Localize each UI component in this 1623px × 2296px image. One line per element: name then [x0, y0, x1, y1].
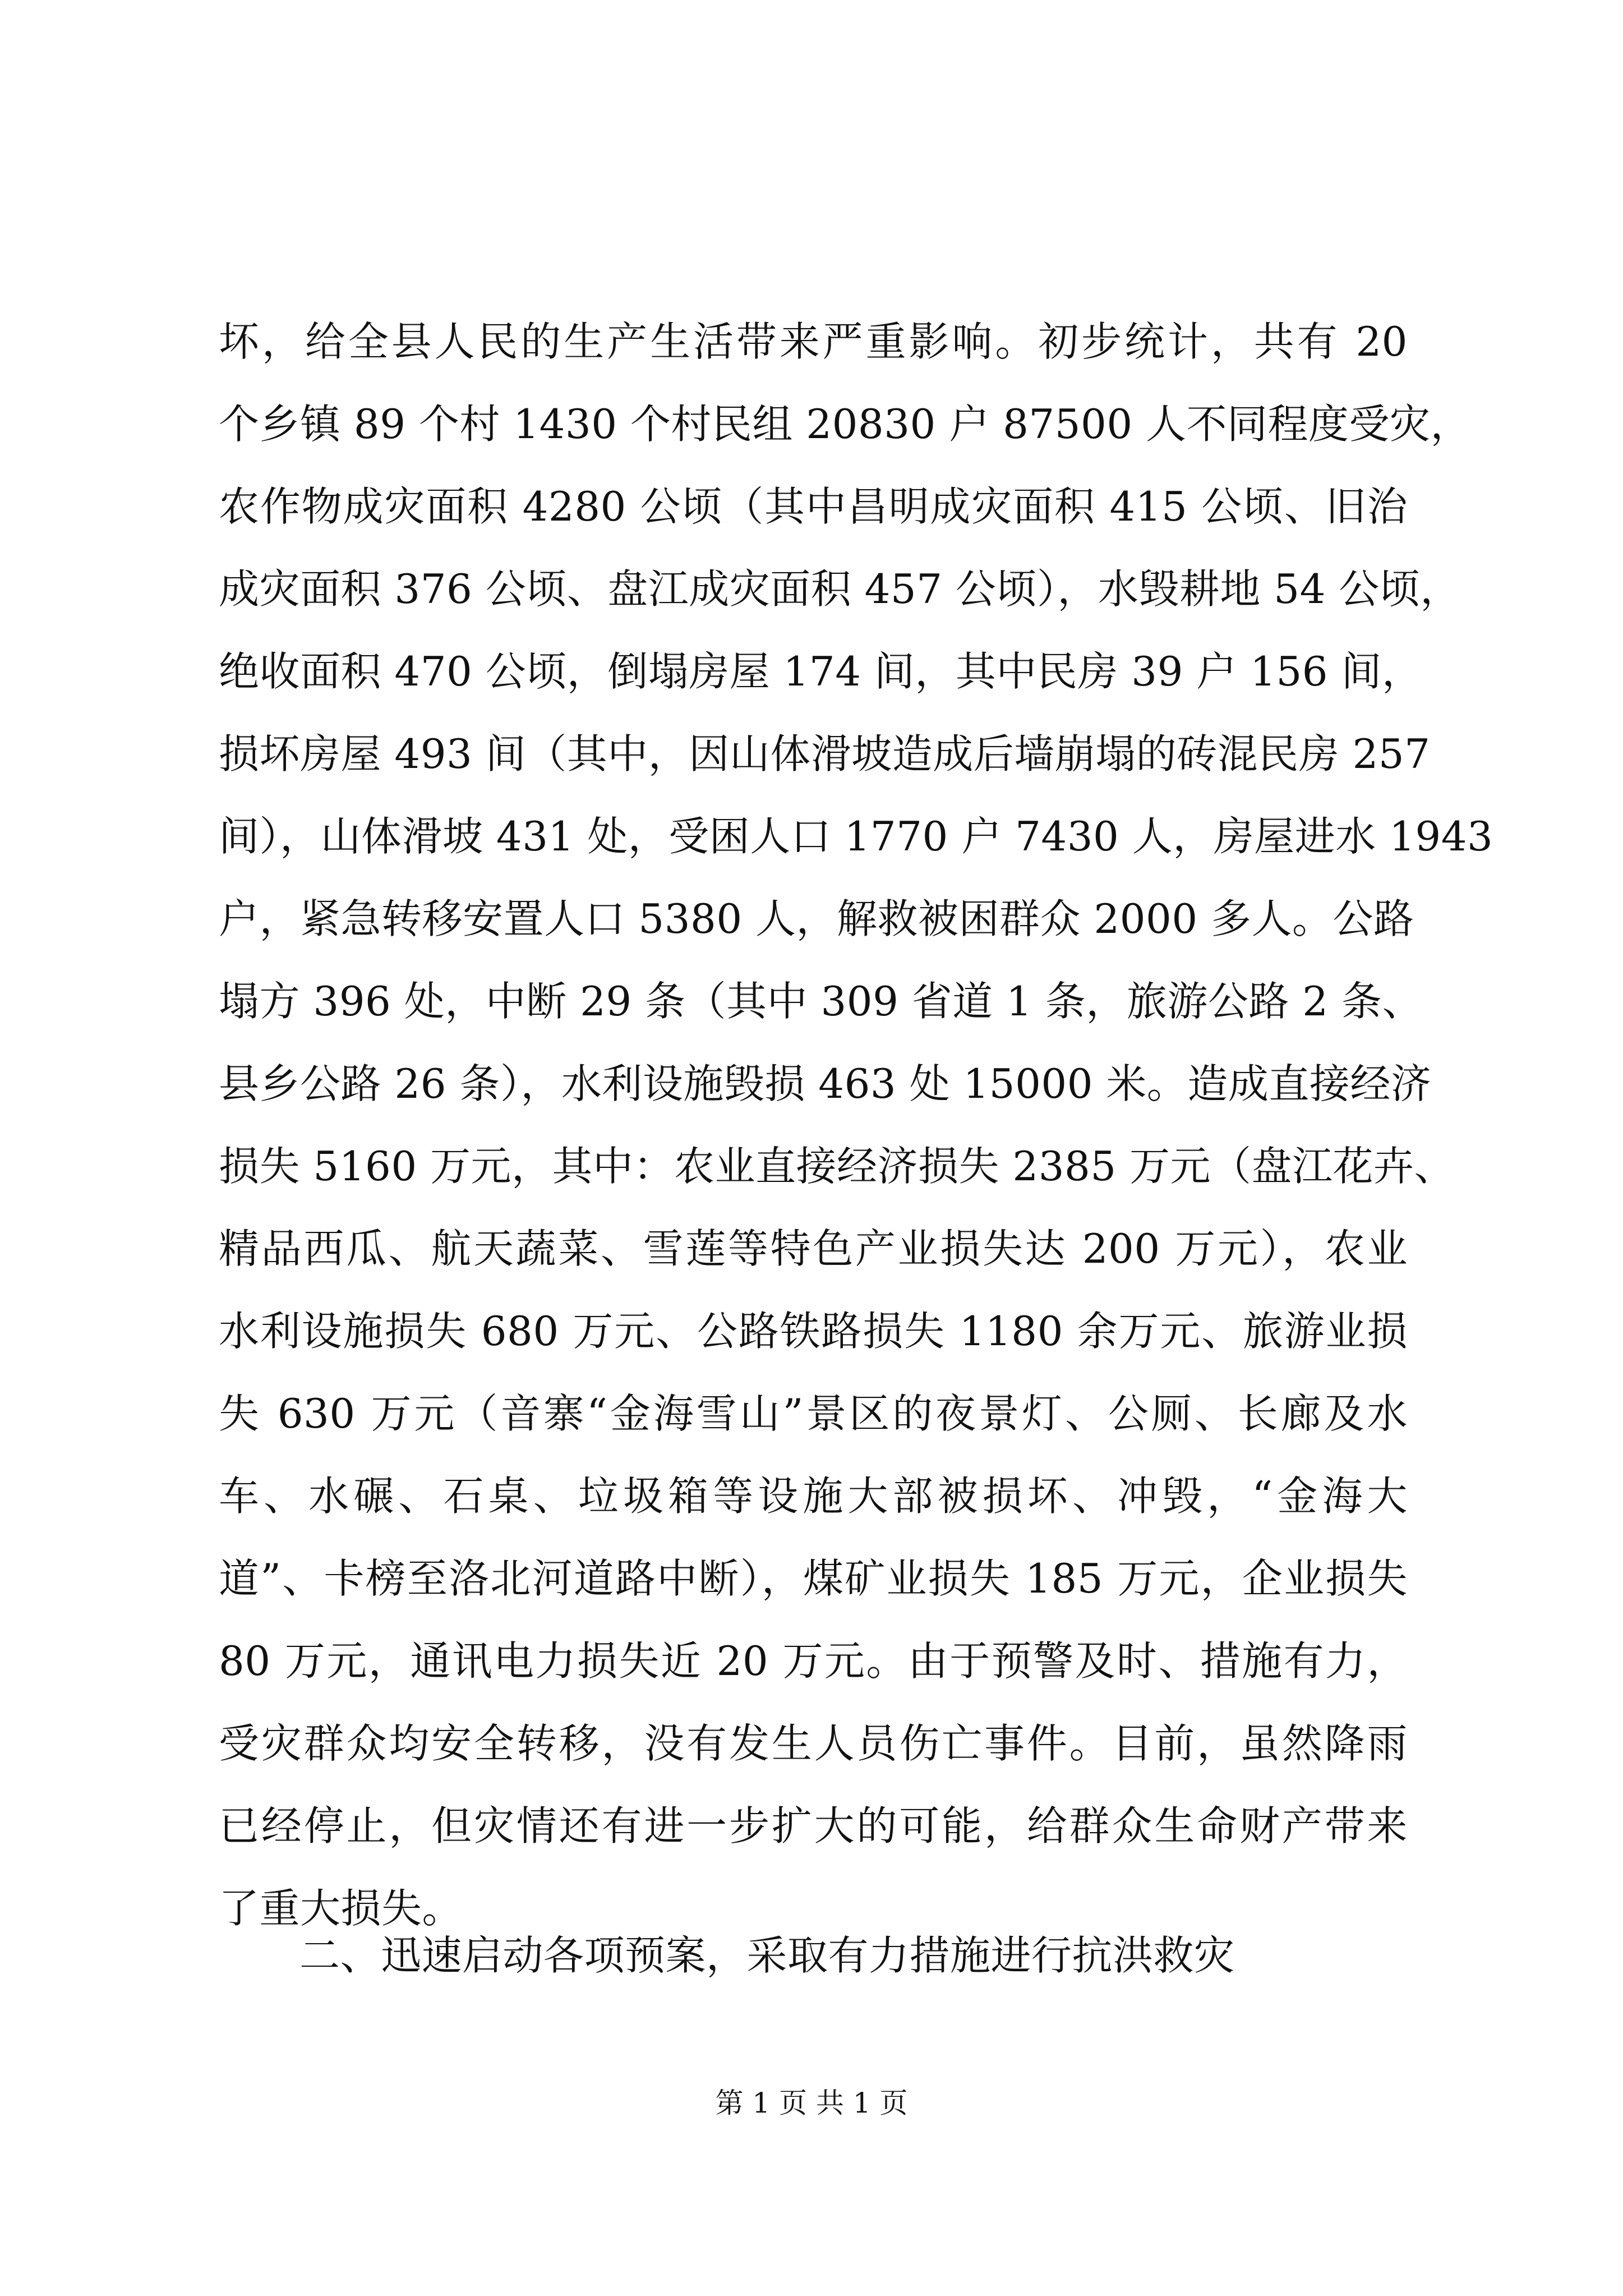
paragraph-line: 80 万元，通讯电力损失近 20 万元。由于预警及时、措施有力，: [219, 1637, 1408, 1685]
paragraph-line: 户，紧急转移安置人口 5380 人，解救被困群众 2000 多人。公路: [219, 895, 1414, 942]
paragraph-line: 受灾群众均安全转移，没有发生人员伤亡事件。目前，虽然降雨: [219, 1720, 1408, 1767]
paragraph-line: 成灾面积 376 公顷、盘江成灾面积 457 公顷），水毁耕地 54 公顷，: [219, 565, 1461, 613]
paragraph-line: 损坏房屋 493 间（其中，因山体滑坡造成后墙崩塌的砖混民房 257: [219, 730, 1431, 777]
section-heading: 二、迅速启动各项预案，采取有力措施进行抗洪救灾: [299, 1932, 1235, 1979]
paragraph-line: 水利设施损失 680 万元、公路铁路损失 1180 余万元、旅游业损: [219, 1308, 1408, 1355]
paragraph-line: 道”、卡榜至洛北河道路中断），煤矿业损失 185 万元，企业损失: [219, 1555, 1408, 1602]
paragraph-line: 农作物成灾面积 4280 公顷（其中昌明成灾面积 415 公顷、旧治: [219, 483, 1408, 530]
paragraph-line: 了重大损失。: [219, 1885, 463, 1932]
paragraph-line: 车、水碾、石桌、垃圾箱等设施大部被损坏、冲毁，“金海大: [219, 1473, 1408, 1520]
paragraph-line: 个乡镇 89 个村 1430 个村民组 20830 户 87500 人不同程度受灾，: [219, 401, 1472, 448]
paragraph-line: 精品西瓜、航天蔬菜、雪莲等特色产业损失达 200 万元），农业: [219, 1225, 1408, 1272]
paragraph-line: 失 630 万元（音寨“金海雪山”景区的夜景灯、公厕、长廊及水: [219, 1390, 1408, 1437]
body-paragraph: [219, 301, 1493, 1950]
paragraph-line: 坏，给全县人民的生产生活带来严重影响。初步统计，共有 20: [219, 318, 1408, 365]
page-footer: 第 1 页 共 1 页: [715, 2087, 908, 2119]
paragraph-line: 塌方 396 处，中断 29 条（其中 309 省道 1 条，旅游公路 2 条、: [219, 978, 1423, 1025]
paragraph-line: 已经停止，但灾情还有进一步扩大的可能，给群众生命财产带来: [219, 1802, 1408, 1849]
paragraph-line: 县乡公路 26 条），水利设施毁损 463 处 15000 米。造成直接经济: [219, 1060, 1432, 1107]
paragraph-line: 绝收面积 470 公顷，倒塌房屋 174 间，其中民房 39 户 156 间，: [219, 648, 1423, 695]
paragraph-line: 间），山体滑坡 431 处，受困人口 1770 户 7430 人，房屋进水 1943: [219, 813, 1493, 860]
paragraph-line: 损失 5160 万元，其中：农业直接经济损失 2385 万元（盘江花卉、: [219, 1143, 1455, 1190]
